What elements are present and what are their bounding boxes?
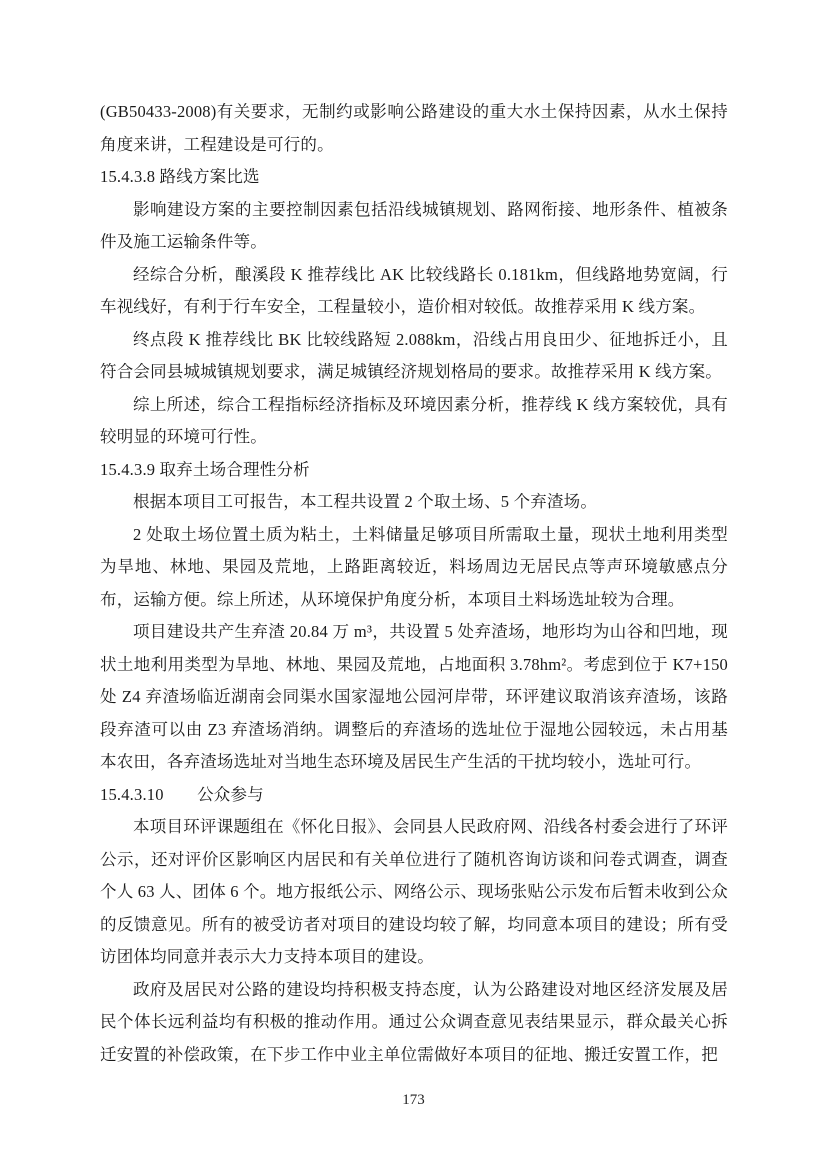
section-heading: 15.4.3.8 路线方案比选 [100, 167, 260, 186]
page-footer [0, 1092, 827, 1109]
paragraph: 根据本项目工可报告，本工程共设置 2 个取土场、5 个弃渣场。 [133, 492, 598, 511]
document-body [100, 96, 728, 1071]
paragraph: (GB50433-2008)有关要求，无制约或影响公路建设的重大水土保持因素，从水土保持角度来讲，工程建设是可行的。 [100, 102, 728, 154]
paragraph: 政府及居民对公路的建设均持积极支持态度，认为公路建设对地区经济发展及居民个体长远利益均有积极的推动作用。通过公众调查意见表结果显示，群众最关心拆迁安置的补偿政策，在下步工作中业主单位需做好本项目的征地、搬迁安置工作，把 [100, 979, 728, 1064]
paragraph: 本项目环评课题组在《怀化日报》、会同县人民政府网、沿线各村委会进行了环评公示，还对评价区影响区内居民和有关单位进行了随机咨询访谈和问卷式调查，调查个人 63 人、团体 6 个。地方报纸公示、网络公示、现场张贴公示发布后暂未收到公众的反馈意见。所有的被受访者对项目的建设均较了解，均同意本项目的建设；所有受访团体均同意并表示大力支持本项目的建设。 [100, 817, 728, 966]
paragraph: 综上所述，综合工程指标经济指标及环境因素分析，推荐线 K 线方案较优，具有较明显的环境可行性。 [100, 394, 728, 446]
paragraph: 影响建设方案的主要控制因素包括沿线城镇规划、路网衔接、地形条件、植被条件及施工运输条件等。 [100, 199, 728, 251]
page-number: 173 [402, 1092, 425, 1108]
paragraph: 终点段 K 推荐线比 BK 比较线路短 2.088km，沿线占用良田少、征地拆迁小，且符合会同县城城镇规划要求，满足城镇经济规划格局的要求。故推荐采用 K 线方案。 [100, 329, 728, 381]
paragraph: 经综合分析，酿溪段 K 推荐线比 AK 比较线路长 0.181km，但线路地势宽阔，行车视线好，有利于行车安全，工程量较小，造价相对较低。故推荐采用 K 线方案。 [100, 264, 728, 316]
section-heading: 15.4.3.10 公众参与 [100, 784, 264, 804]
paragraph: 项目建设共产生弃渣 20.84 万 m³，共设置 5 处弃渣场，地形均为山谷和凹地，现状土地利用类型为旱地、林地、果园及荒地，占地面积 3.78hm²。考虑到位于 K7+150 处 Z4 弃渣场临近湖南会同渠水国家湿地公园河岸带，环评建议取消该弃渣场，该路段弃渣可以由 Z3 弃渣场消纳。调整后的弃渣场的选址位于湿地公园较远，未占用基本农田，各弃渣场选址对当地生态环境及居民生产生活的干扰均较小，选址可行。 [100, 622, 728, 771]
section-heading: 15.4.3.9 取弃土场合理性分析 [100, 459, 310, 479]
paragraph: 2 处取土场位置土质为粘土，土料储量足够项目所需取土量，现状土地利用类型为旱地、林地、果园及荒地，上路距离较近，料场周边无居民点等声环境敏感点分布，运输方便。综上所述，从环境保护角度分析，本项目土料场选址较为合理。 [100, 524, 728, 609]
